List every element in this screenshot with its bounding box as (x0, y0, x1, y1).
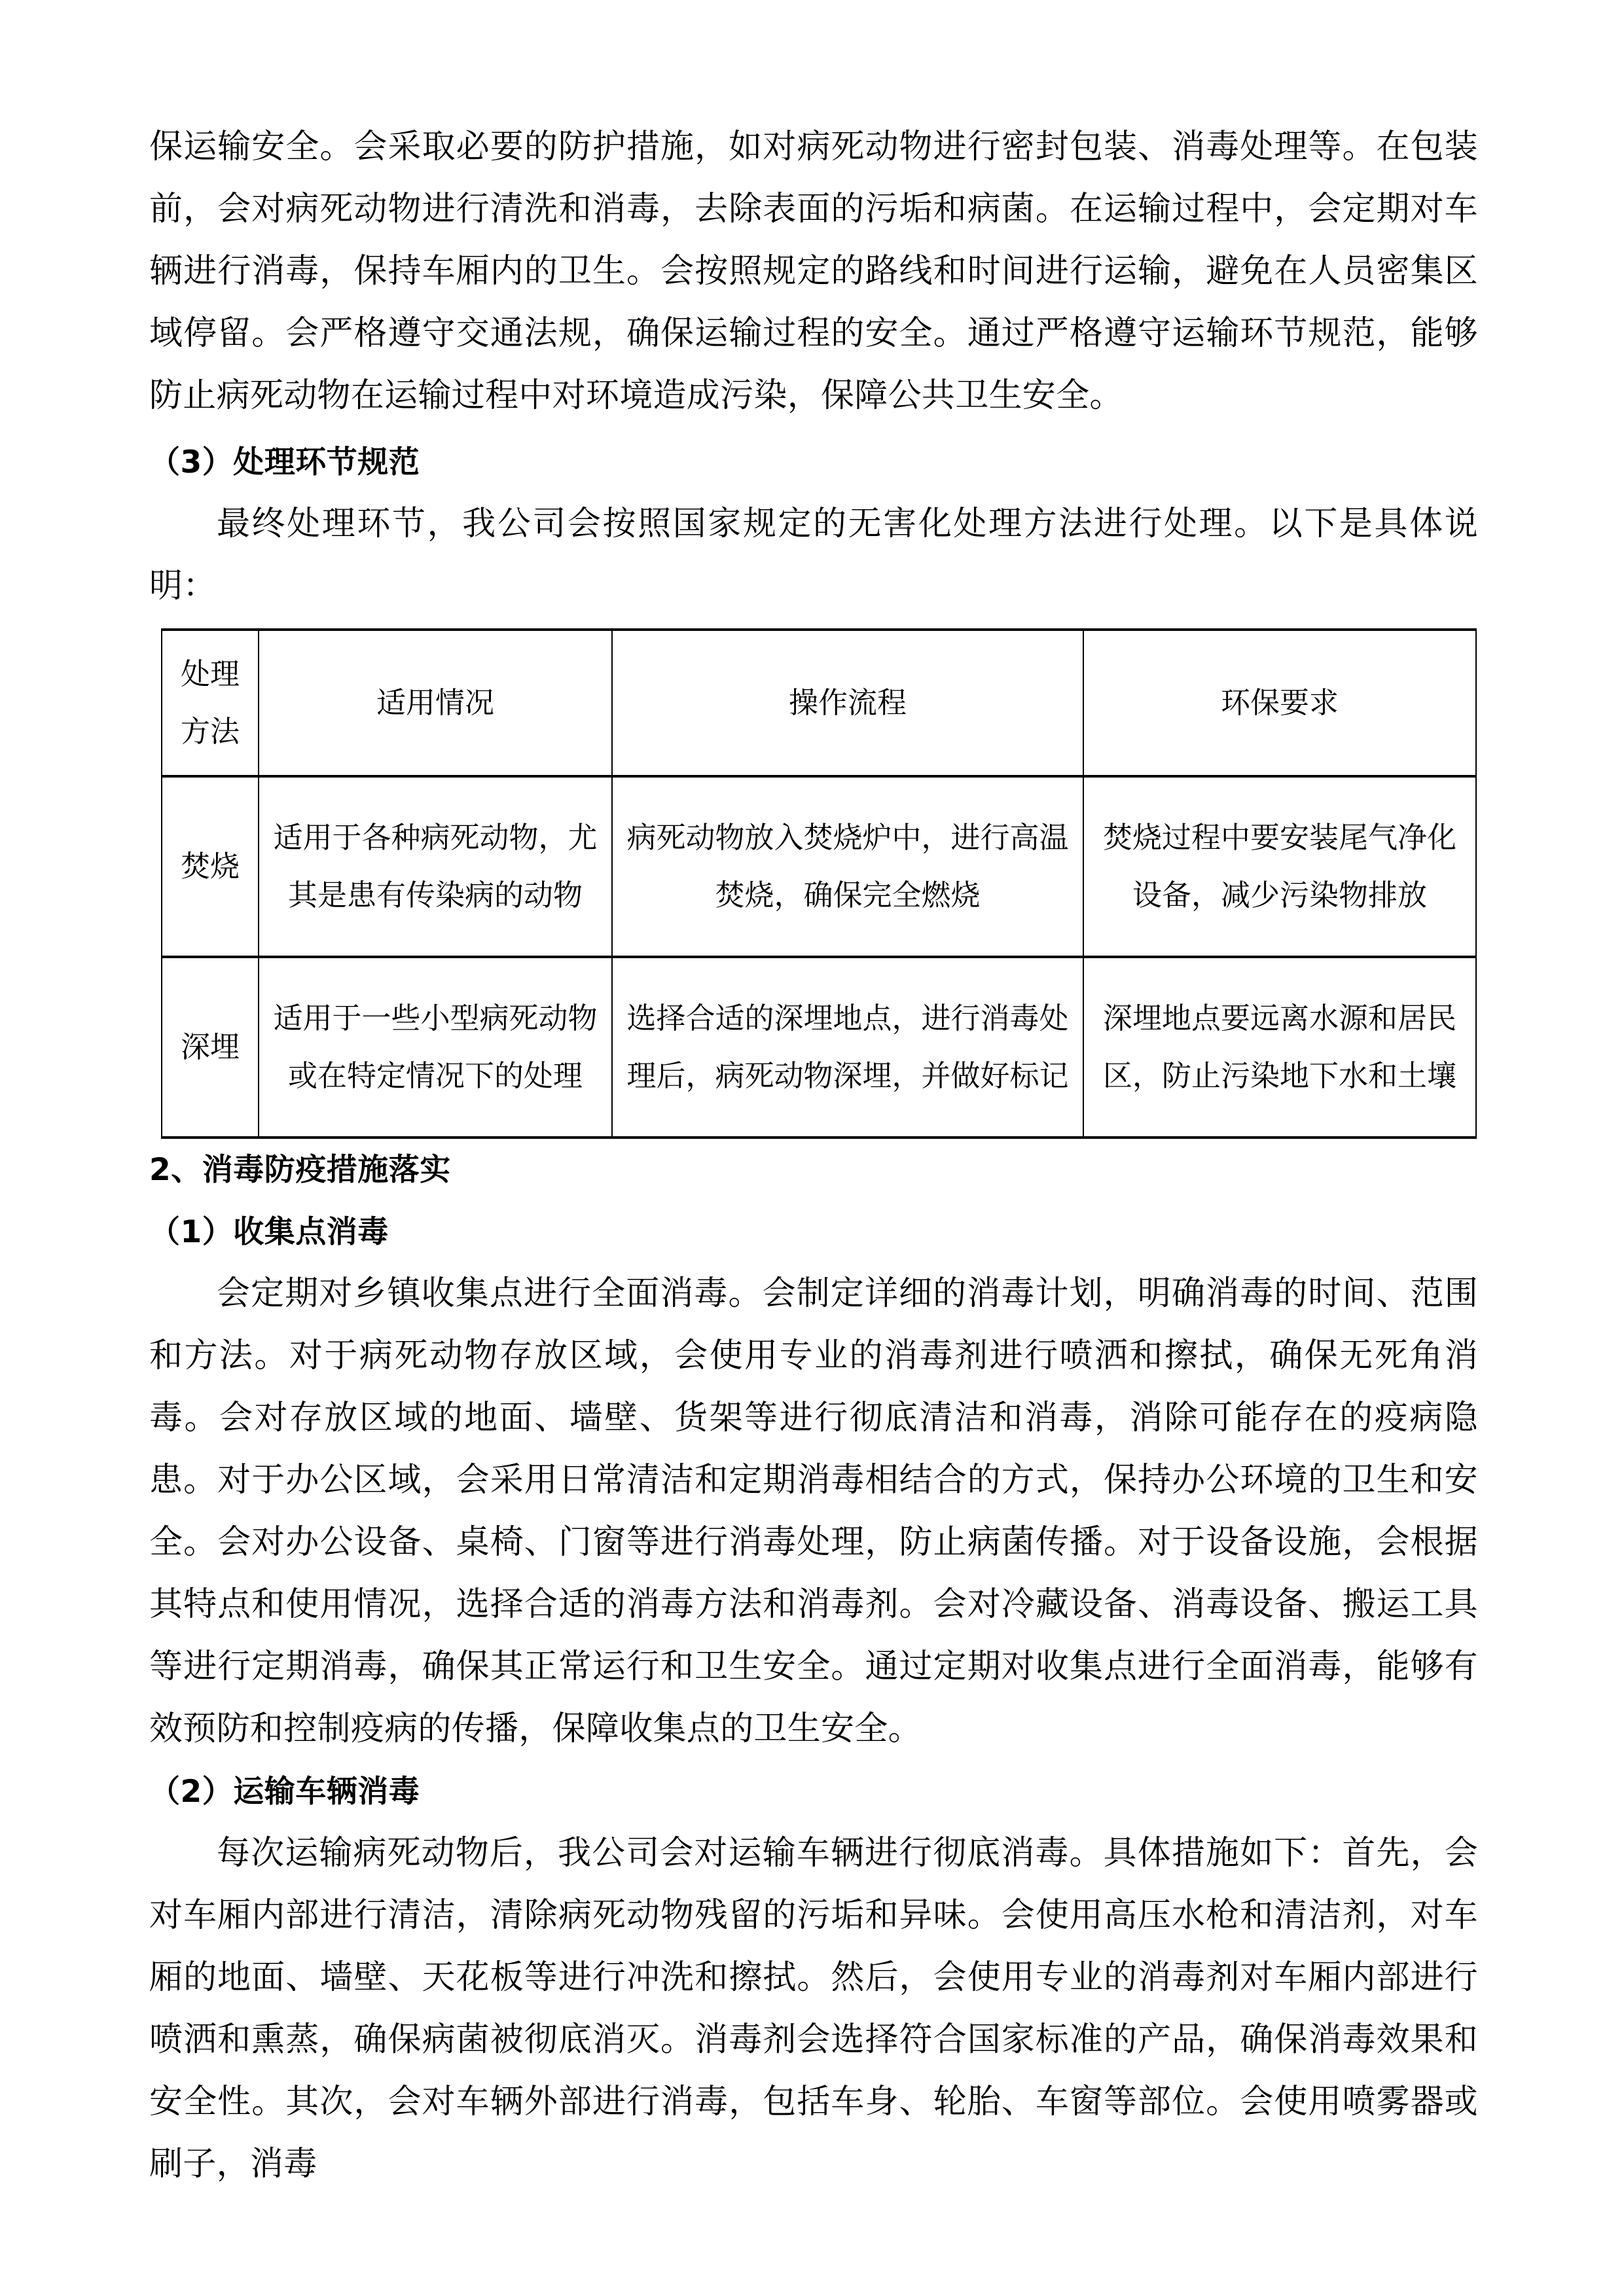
table-cell-procedure: 病死动物放入焚烧炉中，进行高温焚烧，确保完全燃烧 (612, 776, 1083, 957)
table-cell-method: 焚烧 (162, 776, 259, 957)
heading-collection-point-disinfection: （1）收集点消毒 (149, 1214, 389, 1250)
table-header-method-line1: 处理 (180, 658, 240, 691)
table-header-environmental: 环保要求 (1083, 630, 1476, 776)
table-row (162, 776, 1476, 957)
table-header-procedure: 操作流程 (612, 630, 1083, 776)
heading-process-spec: （3）处理环节规范 (149, 444, 420, 480)
table-cell-method: 深埋 (162, 957, 259, 1138)
table-cell-applicable: 适用于各种病死动物，尤其是患有传染病的动物 (259, 776, 612, 957)
table-header-method-line2: 方法 (180, 715, 240, 748)
table-header-row (162, 630, 1476, 776)
paragraph-collection-point: 会定期对乡镇收集点进行全面消毒。会制定详细的消毒计划，明确消毒的时间、范围和方法。对于病死动物存放区域，会使用专业的消毒剂进行喷洒和擦拭，确保无死角消毒。会对存放区域的地面、墙壁、货架等进行彻底清洁和消毒，消除可能存在的疫病隐患。对于办公区域，会采用日常清洁和定期消毒相结合的方式，保持办公环境的卫生和安全。会对办公设备、桌椅、门窗等进行消毒处理，防止病菌传播。对于设备设施，会根据其特点和使用情况，选择合适的消毒方法和消毒剂。会对冷藏设备、消毒设备、搬运工具等进行定期消毒，确保其正常运行和卫生安全。通过定期对收集点进行全面消毒，能够有效预防和控制疫病的传播，保障收集点的卫生安全。 (149, 1276, 1478, 1748)
heading-vehicle-disinfection: （2）运输车辆消毒 (149, 1774, 420, 1810)
harmless-treatment-table (161, 628, 1477, 1139)
heading-disinfection-measures: 2、消毒防疫措施落实 (149, 1152, 451, 1188)
table-cell-procedure: 选择合适的深埋地点，进行消毒处理后，病死动物深埋，并做好标记 (612, 957, 1083, 1138)
page-content (149, 117, 1478, 2196)
table-header-method (162, 630, 259, 776)
table-cell-environmental: 焚烧过程中要安装尾气净化设备，减少污染物排放 (1083, 776, 1476, 957)
paragraph-vehicle-disinfection: 每次运输病死动物后，我公司会对运输车辆进行彻底消毒。具体措施如下：首先，会对车厢内部进行清洁，清除病死动物残留的污垢和异味。会使用高压水枪和清洁剂，对车厢的地面、墙壁、天花板等进行冲洗和擦拭。然后，会使用专业的消毒剂对车厢内部进行喷洒和熏蒸，确保病菌被彻底消灭。消毒剂会选择符合国家标准的产品，确保消毒效果和安全性。其次，会对车辆外部进行消毒，包括车身、轮胎、车窗等部位。会使用喷雾器或刷子，消毒 (149, 1835, 1478, 2183)
table-cell-environmental: 深埋地点要远离水源和居民区，防止污染地下水和土壤 (1083, 957, 1476, 1138)
table-cell-applicable: 适用于一些小型病死动物或在特定情况下的处理 (259, 957, 612, 1138)
table-row (162, 957, 1476, 1138)
table-header-applicable: 适用情况 (259, 630, 612, 776)
paragraph-transport-safety: 保运输安全。会采取必要的防护措施，如对病死动物进行密封包装、消毒处理等。在包装前，会对病死动物进行清洗和消毒，去除表面的污垢和病菌。在运输过程中，会定期对车辆进行消毒，保持车厢内的卫生。会按照规定的路线和时间进行运输，避免在人员密集区域停留。会严格遵守交通法规，确保运输过程的安全。通过严格遵守运输环节规范，能够防止病死动物在运输过程中对环境造成污染，保障公共卫生安全。 (149, 129, 1478, 414)
paragraph-process-intro: 最终处理环节，我公司会按照国家规定的无害化处理方法进行处理。以下是具体说明： (149, 506, 1478, 605)
